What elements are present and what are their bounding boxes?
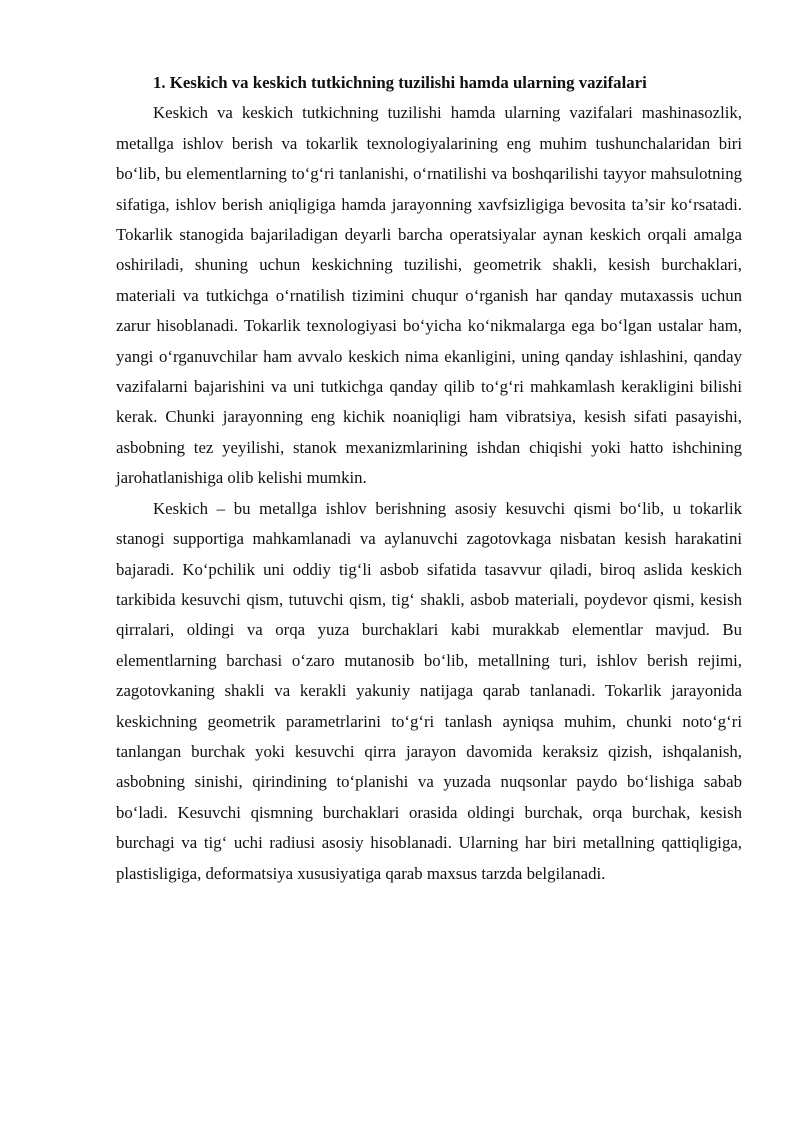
paragraph-keskich-definition: Keskich – bu metallga ishlov berishning asosiy kesuvchi qismi bo‘lib, u tokarlik stanogi supportiga mahkamlanadi va aylanuvchi zagotovkaga nisbatan kesish harakatini bajaradi. Ko‘pchilik uni oddiy tig‘li asbob sifatida tasavvur qiladi, biroq aslida keskich tarkibida kesuvchi qism, tutuvchi qism, tig‘ shakli, asbob materiali, poydevor qismi, kesish qirralari, oldingi va orqa yuza burchaklari kabi murakkab elementlar mavjud. Bu elementlarning barchasi o‘zaro mutanosib bo‘lib, metallning turi, ishlov berish rejimi, zagotovkaning shakli va kerakli yakuniy natijaga qarab tanlanadi. Tokarlik jarayonida keskichning geometrik parametrlarini to‘g‘ri tanlash ayniqsa muhim, chunki noto‘g‘ri tanlangan burchak yoki kesuvchi qirra jarayon davomida keraksiz qizish, ishqalanish, asbobning sinishi, qirindining to‘planishi va yuzada nuqsonlar paydo bo‘lishiga sabab bo‘ladi. Kesuvchi qismning burchaklari orasida oldingi burchak, orqa burchak, kesish burchagi va tig‘ uchi radiusi asosiy hisoblanadi. Ularning har biri metallning qattiqligiga, plastisligiga, deformatsiya xususiyatiga qarab maxsus tarzda belgilanadi. bbox=[116, 498, 742, 883]
section-heading: 1. Keskich va keskich tutkichning tuzilishi hamda ularning vazifalari bbox=[153, 73, 647, 92]
paragraph-intro: Keskich va keskich tutkichning tuzilishi hamda ularning vazifalari mashinasozlik, metallga ishlov berish va tokarlik texnologiyalarining eng muhim tushunchalaridan biri bo‘lib, bu elementlarning to‘g‘ri tanlanishi, o‘rnatilishi va boshqarilishi tayyor mahsulotning sifatiga, ishlov berish aniqligiga hamda jarayonning xavfsizligiga bevosita ta’sir ko‘rsatadi. Tokarlik stanogida bajariladigan deyarli barcha operatsiyalar aynan keskich orqali amalga oshiriladi, shuning uchun keskichning tuzilishi, geometrik shakli, kesish burchaklari, materiali va tutkichga o‘rnatilish tizimini chuqur o‘rganish har qanday mutaxassis uchun zarur hisoblanadi. Tokarlik texnologiyasi bo‘yicha ko‘nikmalarga ega bo‘lgan ustalar ham, yangi o‘rganuvchilar ham avvalo keskich nima ekanligini, uning qanday ishlashini, qanday vazifalarni bajarishini va uni tutkichga qanday qilib to‘g‘ri mahkamlash kerakligini bilishi kerak. Chunki jarayonning eng kichik noaniqligi ham vibratsiya, kesish sifati pasayishi, asbobning tez yeyilishi, stanok mexanizmlarining ishdan chiqishi yoki hatto ishchining jarohatlanishiga olib kelishi mumkin. bbox=[116, 103, 742, 488]
document-page bbox=[116, 68, 742, 889]
